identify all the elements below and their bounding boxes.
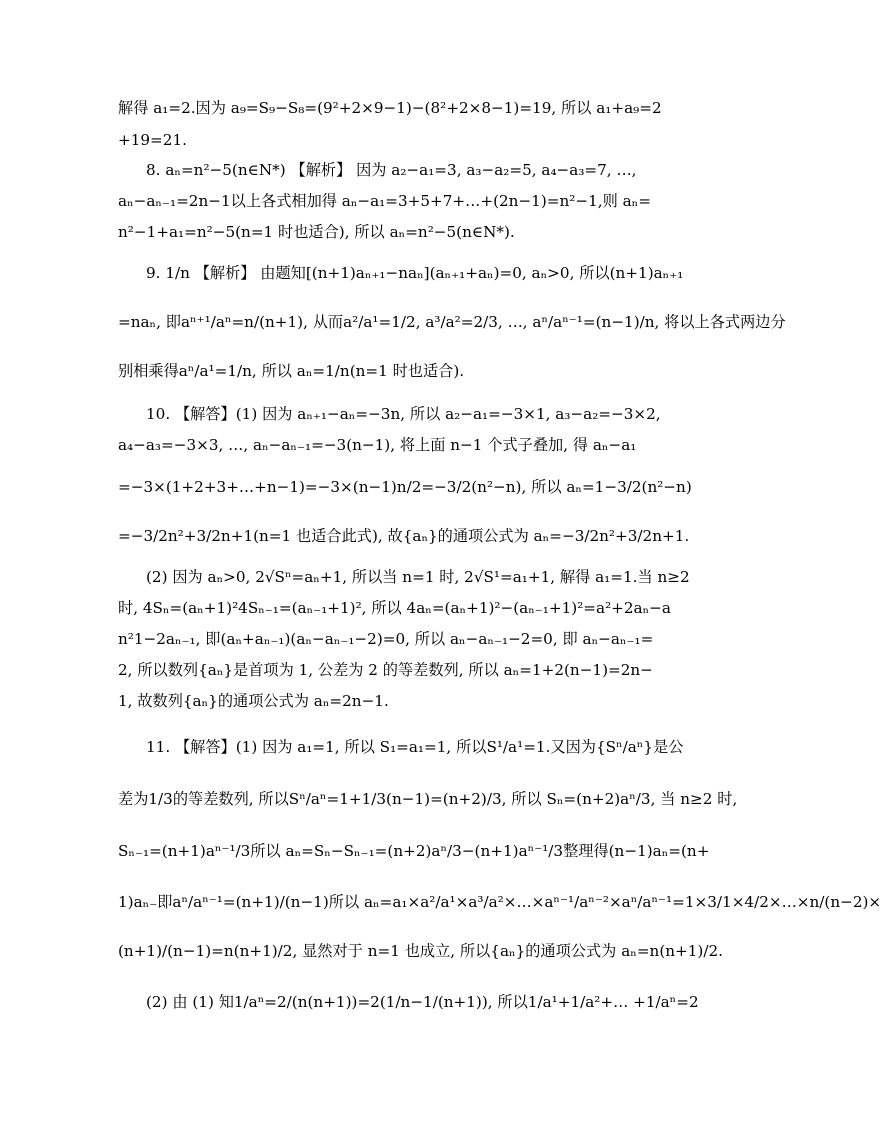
text-line-22: (n+1)/(n−1)=n(n+1)/2, 显然对于 n=1 也成立, 所以{aₙ}的通项公式为 aₙ=n(n+1)/2.: [118, 942, 723, 960]
text-line-16: 2, 所以数列{aₙ}是首项为 1, 公差为 2 的等差数列, 所以 aₙ=1+2(n−1)=2n−: [118, 661, 653, 679]
text-line-17: 1, 故数列{aₙ}的通项公式为 aₙ=2n−1.: [118, 692, 389, 710]
text-line-23: (2) 由 (1) 知1/aⁿ=2/(n(n+1))=2(1/n−1/(n+1)), 所以1/a¹+1/a²+… +1/aⁿ=2: [146, 993, 699, 1011]
text-line-9: 10. 【解答】(1) 因为 aₙ₊₁−aₙ=−3n, 所以 a₂−a₁=−3×1, a₃−a₂=−3×2,: [146, 405, 661, 423]
text-line-14: 时, 4Sₙ=(aₙ+1)²4Sₙ₋₁=(aₙ₋₁+1)², 所以 4aₙ=(aₙ+1)²−(aₙ₋₁+1)²=a²+2aₙ−a: [118, 599, 671, 617]
text-line-21: 1)aₙ₋即aⁿ/aⁿ⁻¹=(n+1)/(n−1)所以 aₙ=a₁×a²/a¹×a³/a²×…×aⁿ⁻¹/aⁿ⁻²×aⁿ/aⁿ⁻¹=1×3/1×4/2×…×n/(n−2)×: [118, 893, 881, 911]
text-line-5: n²−1+a₁=n²−5(n=1 时也适合), 所以 aₙ=n²−5(n∈N*).: [118, 223, 515, 241]
text-line-13: (2) 因为 aₙ>0, 2√Sⁿ=aₙ+1, 所以当 n=1 时, 2√S¹=a₁+1, 解得 a₁=1.当 n≥2: [146, 568, 690, 586]
text-line-18: 11. 【解答】(1) 因为 a₁=1, 所以 S₁=a₁=1, 所以S¹/a¹=1.又因为{Sⁿ/aⁿ}是公: [146, 738, 684, 756]
text-line-20: Sₙ₋₁=(n+1)aⁿ⁻¹/3所以 aₙ=Sₙ−Sₙ₋₁=(n+2)aⁿ/3−(n+1)aⁿ⁻¹/3整理得(n−1)aₙ=(n+: [118, 842, 710, 860]
text-line-3: 8. aₙ=n²−5(n∈N*) 【解析】 因为 a₂−a₁=3, a₃−a₂=5, a₄−a₃=7, …,: [146, 161, 637, 179]
text-line-10: a₄−a₃=−3×3, …, aₙ−aₙ₋₁=−3(n−1), 将上面 n−1 个式子叠加, 得 aₙ−a₁: [118, 436, 637, 454]
text-line-15: n²1−2aₙ₋₁, 即(aₙ+aₙ₋₁)(aₙ−aₙ₋₁−2)=0, 所以 aₙ−aₙ₋₁−2=0, 即 aₙ−aₙ₋₁=: [118, 630, 654, 648]
text-line-4: aₙ−aₙ₋₁=2n−1以上各式相加得 aₙ−a₁=3+5+7+…+(2n−1)=n²−1,则 aₙ=: [118, 192, 651, 210]
text-line-11: =−3×(1+2+3+…+n−1)=−3×(n−1)n/2=−3/2(n²−n), 所以 aₙ=1−3/2(n²−n): [118, 478, 692, 496]
text-line-7: =naₙ, 即aⁿ⁺¹/aⁿ=n/(n+1), 从而a²/a¹=1/2, a³/a²=2/3, …, aⁿ/aⁿ⁻¹=(n−1)/n, 将以上各式两边分: [118, 313, 786, 331]
text-line-6: 9. 1/n 【解析】 由题知[(n+1)aₙ₊₁−naₙ](aₙ₊₁+aₙ)=0, aₙ>0, 所以(n+1)aₙ₊₁: [146, 264, 684, 282]
text-line-1: 解得 a₁=2.因为 a₉=S₉−S₈=(9²+2×9−1)−(8²+2×8−1)=19, 所以 a₁+a₉=2: [118, 99, 662, 117]
text-line-12: =−3/2n²+3/2n+1(n=1 也适合此式), 故{aₙ}的通项公式为 aₙ=−3/2n²+3/2n+1.: [118, 527, 690, 545]
text-line-2: +19=21.: [118, 131, 187, 149]
text-line-19: 差为1/3的等差数列, 所以Sⁿ/aⁿ=1+1/3(n−1)=(n+2)/3, 所以 Sₙ=(n+2)aⁿ/3, 当 n≥2 时,: [118, 790, 738, 808]
text-line-8: 别相乘得aⁿ/a¹=1/n, 所以 aₙ=1/n(n=1 时也适合).: [118, 362, 465, 380]
